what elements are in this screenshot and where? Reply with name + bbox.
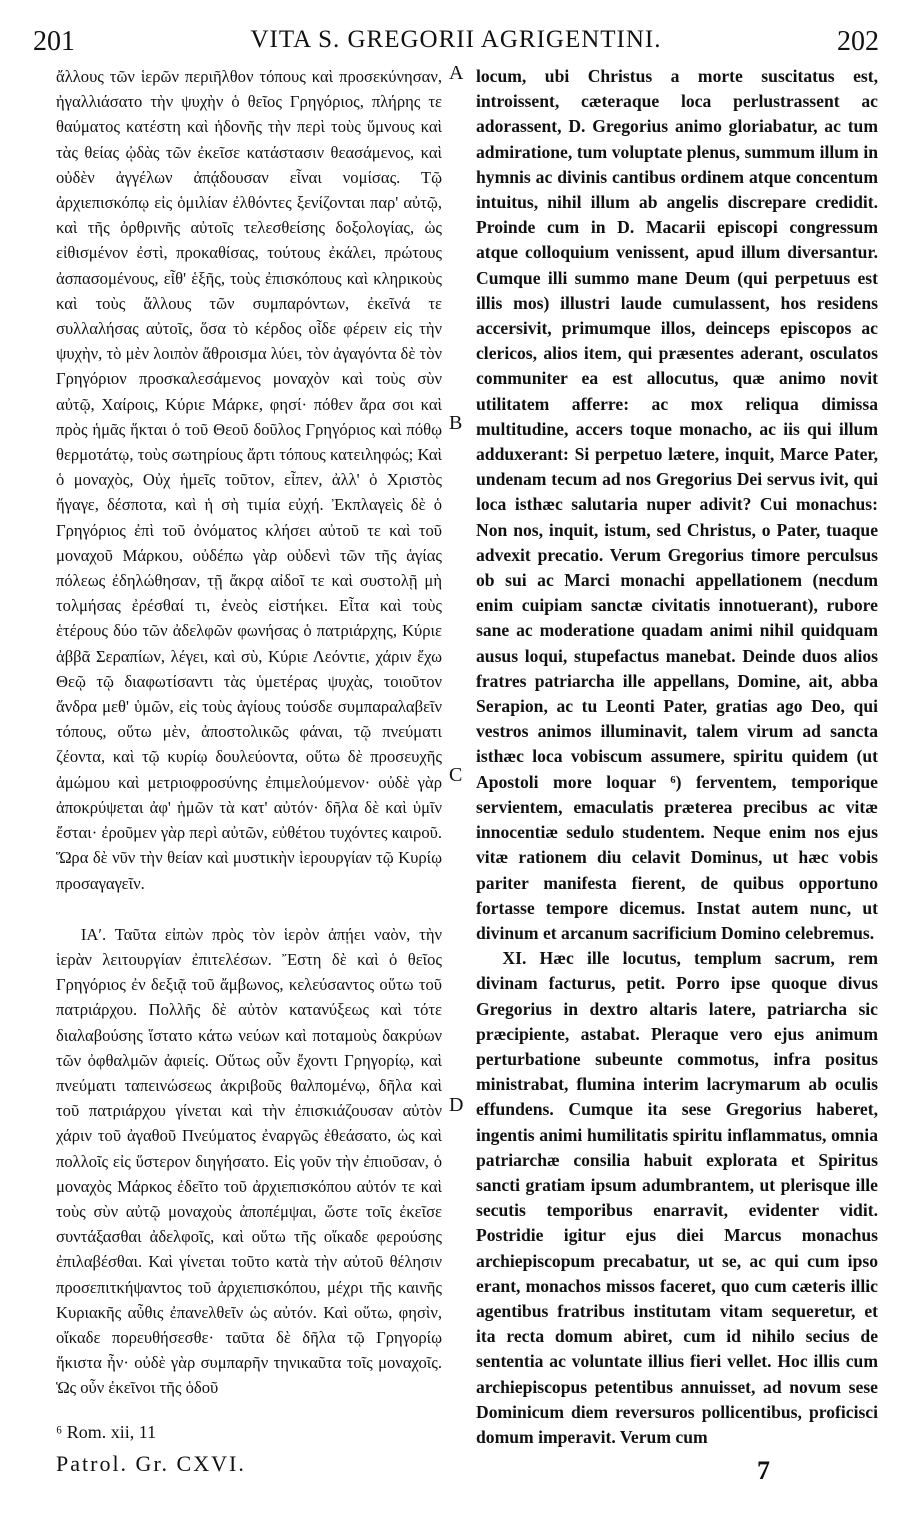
page-footer xyxy=(56,1422,246,1477)
signature-mark: Patrol. Gr. CXVI. xyxy=(56,1451,246,1476)
page-number-left: 201 xyxy=(33,26,75,57)
running-header xyxy=(33,26,879,60)
margin-mark-c: C xyxy=(449,764,463,786)
page-number-right: 202 xyxy=(837,26,879,57)
margin-mark-b: B xyxy=(449,412,463,434)
margin-mark-a: A xyxy=(449,62,464,84)
latin-paragraph-1: locum, ubi Christus a morte suscitatus est, introissent, cæteraque loca perlustrassent ac adorassent, D. Gregorius animo gloriabatur, ac tum admiratione, tum voluptate plenus, summum illum in hymnis ac divinis cantibus ordinem atque concentum intuitus, nihil illum ab angelis discrepare credidit. Proinde cum in D. Macarii episcopi congressum atque colloquium venissent, apud illum diversantur. Cumque illi summo mane Deum (qui perpetuus est illis mos) illustri laude cumulassent, hos residens accersivit, primumque illos, deinceps episcopos ac clericos, alios item, qui præsentes aderant, osculatos communiter ea est allocutus, quæ animo novit utilitatem afferre: ac mox reliqua dimissa multitudine, accers toque monacho, ac iis qui illum adduxerant: Si perpetuo lætere, inquit, Marce Pater, undenam tecum ad nos Gregorius Dei servus ivit, qui loca isthæc salutaria nuper adivit? Cui monachus: Non nos, inquit, istum, sed Christus, o Pater, tuaque advexit precatio. Verum Gregorius timore perculsus ob sui ac Marci monachi appellationem (necdum enim cuipiam sanctæ civitatis innotuerant), rubore sane ac moderatione quadam animi nihil quidquam ausus loqui, stupefactus manebat. Deinde duos alios fratres patriarcha ille appellans, Domine, ait, abba Serapion, ac tu Leonti Pater, gratias ago Deo, qui vestros animos illuminavit, talem virum ad sancta isthæc loca vobiscum assumere, spiritu quidem (ut Apostoli more loquar ⁶) ferventem, temporique servientem, emaculatis præterea precibus ac vitæ innocentiæ sedulo studentem. Neque enim nos ejus vitæ rationem diu celavit Dominus, ut hæc vobis pariter manifesta fierent, de quibus opportuno fortasse tempore dicemus. Instat autem nunc, ut divinum et arcanum sacrificium Domino celebremus. xyxy=(476,66,878,943)
latin-column xyxy=(476,64,878,1450)
signature-number: 7 xyxy=(757,1456,770,1485)
footnote: ⁶ Rom. xii, 11 xyxy=(56,1422,157,1442)
greek-paragraph-1: ἄλλους τῶν ἱερῶν περιῆλθον τόπους καὶ προσεκύνησαν, ἠγαλλιάσατο τὴν ψυχὴν ὁ θεῖος Γρηγόριος, πλήρης τε θαύματος κατέστη καὶ ἡδονῆς τὴν περὶ τοὺς ὕμνους καὶ τὰς θείας ᾠδὰς τῶν ἐκεῖσε κατάστασιν θεασάμενος, καὶ οὐδὲν ἀγγέλων ἀπᾴδουσαν εἶναι νομίσας. Τῷ ἀρχιεπισκόπῳ εἰς ὁμιλίαν ἐλθόντες ξενίζονται παρ' αὐτῷ, καὶ τῆς ὀρθρινῆς αὐτοῖς τελεσθείσης δοξολογίας, ὡς εἰθισμένον ἐστὶ, προκαθίσας, τούτους ἐκάλει, πρώτους ἀσπασομένους, εἶθ' ἑξῆς, τοὺς ἐπισκόπους καὶ κληρικοὺς καὶ τοὺς ἄλλους τῶν συμπαρόντων, ἐκεῖνά τε συλλαλήσας αὐτοῖς, ὅσα τὸ κέρδος οἶδε φέρειν εἰς τὴν ψυχὴν, τὸ μὲν λοιπὸν ἄθροισμα λύει, τὸν ἀγαγόντα δὲ τὸν Γρηγόριον προσκαλεσάμενος μοναχὸν καὶ τοὺς σὺν αὐτῷ, Χαίροις, Κύριε Μάρκε, φησί· πόθεν ἄρα σοι καὶ πρὸς ἡμᾶς ἥκται ὁ τοῦ Θεοῦ δοῦλος Γρηγόριος καὶ πόθῳ θερμοτάτῳ, τοὺς σωτηρίους ἄρτι τόπους κατειληφώς; Καὶ ὁ μοναχὸς, Οὐχ ἡμεῖς τοῦτον, εἶπεν, ἀλλ' ὁ Χριστὸς ἤγαγε, δέσποτα, καὶ ἡ σὴ τιμία εὐχή. Ἐκπλαγεὶς δὲ ὁ Γρηγόριος ἐπὶ τοῦ ὀνόματος κλήσει αὐτοῦ τε καὶ τοῦ μοναχοῦ Μάρκου, οὐδέπω γὰρ οὐδενὶ τῶν τῆς ἁγίας πόλεως ἐδηλώθησαν, τῇ ἄκρᾳ αἰδοῖ τε καὶ συστολῇ μὴ τολμήσας ἐρέσθαί τι, ἐνεὸς εἱστήκει. Εἶτα καὶ τοὺς ἑτέρους δύο τῶν ἀδελφῶν φωνήσας ὁ πατριάρχης, Κύριε ἀββᾶ Σεραπίων, λέγει, καὶ σὺ, Κύριε Λεόντιε, χάριν ἔχω Θεῷ τῷ διαφωτίσαντι τὰς ὑμετέρας ψυχὰς, τοιοῦτον ἄνδρα μεθ' ὑμῶν, εἰς τοὺς ἁγίους τούσδε συμπαραλαβεῖν τόπους, οὕτω μὲν, ἀποστολικῶς φάναι, τῷ πνεύματι ζέοντα, καὶ τῷ κυρίῳ δουλεύοντα, οὕτω δὲ προσευχῆς ἀμώμου καὶ μετριοφροσύνης ἐπιμελούμενον· οὐδὲ γὰρ ἀποκρύψεται ἀφ' ἡμῶν τὰ κατ' αὐτόν· δῆλα δὲ καὶ ὑμῖν ἔσται· ἐροῦμεν γὰρ περὶ αὐτῶν, εὐθέτου τυχόντες καιροῦ. Ὥρα δὲ νῦν τὴν θείαν καὶ μυστικὴν ἱερουργίαν τῷ Κυρίῳ προσαγαγεῖν. xyxy=(56,67,442,893)
greek-paragraph-2: ΙΑʹ. Ταῦτα εἰπὼν πρὸς τὸν ἱερὸν ἀπῄει ναὸν, τὴν ἱερὰν λειτουργίαν ἐπιτελέσων. Ἔστη δὲ καὶ ὁ θεῖος Γρηγόριος ἐν δεξιᾷ τοῦ ἄμβωνος, κελεύσαντος οὕτω τοῦ πατριάρχου. Πολλῆς δὲ αὐτὸν κατανύξεως καὶ τότε διαλαβούσης ἵστατο κάτω νεύων καὶ ποταμοὺς δακρύων τῶν ὀφθαλμῶν ἀφιείς. Οὕτως οὖν ἔχοντι Γρηγορίῳ, καὶ πνεύματι ταπεινώσεως ἀκριβοῦς θαλπομένῳ, δῆλα καὶ τοῦ πατριάρχου γίνεται καὶ τὴν ἐπισκιάζουσαν αὐτὸν χάριν τοῦ ἀγαθοῦ Πνεύματος ἐναργῶς ἐθεάσατο, ὡς καὶ πολλοῖς εἰς ὕστερον διηγήσατο. Εἰς γοῦν τὴν ἐπιοῦσαν, ὁ μοναχὸς Μάρκος ἐδεῖτο τοῦ ἀρχιεπισκόπου αὐτόν τε καὶ τοὺς σὺν αὐτῷ μοναχοὺς ἀποπέμψαι, ὥστε τοῖς ἐκεῖσε συντάξασθαι ἀδελφοῖς, καὶ οὕτω τῆς οἴκαδε φερούσης ἐπιλαβέσθαι. Καὶ γίνεται τοῦτο κατὰ τὴν αὐτοῦ θέλησιν προσεπιτκήψαντος τοῦ ἀρχιεπισκόπου, μέχρι τῆς καινῆς Κυριακῆς αὖθις ἐπανελθεῖν ὡς αὐτόν. Καὶ οὕτω, φησὶν, οἴκαδε πορευθήσεσθε· ταῦτα δὲ δῆλα τῷ Γρηγορίῳ ἥκιστα ἦν· οὐδὲ γὰρ συμπαρῆν τηνικαῦτα τοῖς μοναχοῖς. Ὡς οὖν ἐκεῖνοι τῆς ὁδοῦ xyxy=(56,924,442,1398)
greek-column xyxy=(56,64,442,1401)
latin-paragraph-2: XI. Hæc ille locutus, templum sacrum, rem divinam facturus, petit. Porro ipse quoque divus Gregorius in dextro altaris latere, patriarcha sic præcipiente, astabat. Pleraque vero ejus animum perturbatione subeunte commotus, infra positus ministrabat, flumina interim lacrymarum ab oculis effundens. Cumque ita sese Gregorius haberet, ingentis animi humilitatis spiritu inflammatus, omnia patriarchæ consilia habuit explorata et Spiritus sancti gratiam ipsum adumbrantem, ut plerisque ille secutis temporibus enarravit, evidenter vidit. Postridie igitur ejus diei Marcus monachus archiepiscopum precabatur, ut se, ac qui cum ipso erant, monachos missos faceret, quo cum cæteris illic agentibus fratribus institutam vitam sequeretur, et ita recta domum abiret, cum id nihilo secius de sententia ac voluntate illius fieri vellet. Hoc illis cum archiepiscopus petentibus annuisset, ad novum sese Dominicum diem reversuros pollicentibus, proficisci domum imperavit. Verum cum xyxy=(476,948,878,1447)
margin-mark-d: D xyxy=(449,1094,464,1116)
running-title: VITA S. GREGORII AGRIGENTINI. xyxy=(250,26,662,53)
